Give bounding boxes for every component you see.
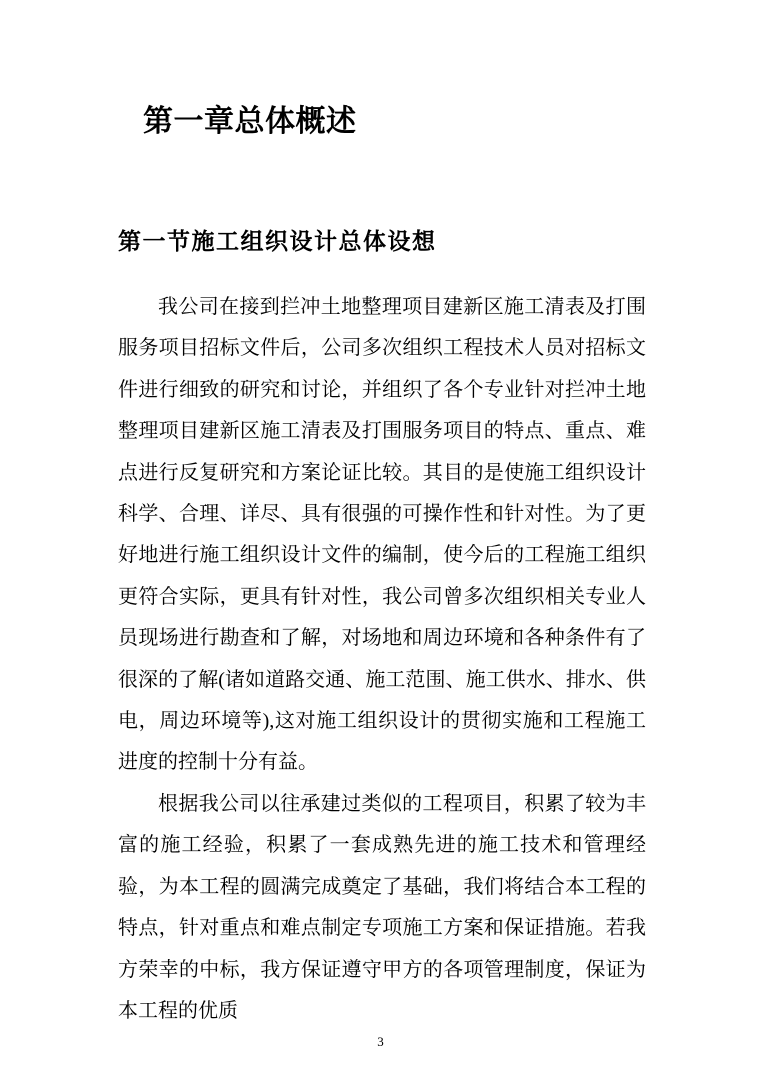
chapter-title: 第一章总体概述 <box>143 105 357 138</box>
page-number: 3 <box>377 1034 384 1049</box>
body-text <box>118 287 646 1032</box>
paragraph-1: 我公司在接到拦冲土地整理项目建新区施工清表及打围服务项目招标文件后，公司多次组织工程技术人员对招标文件进行细致的研究和讨论，并组织了各个专业针对拦冲土地整理项目建新区施工清表及打围服务项目的特点、重点、难点进行反复研究和方案论证比较。其目的是使施工组织设计科学、合理、详尽、具有很强的可操作性和针对性。为了更好地进行施工组织设计文件的编制，使今后的工程施工组织更符合实际，更具有针对性，我公司曾多次组织相关专业人员现场进行勘查和了解，对场地和周边环境和各种条件有了很深的了解(诸如道路交通、施工范围、施工供水、排水、供电，周边环境等),这对施工组织设计的贯彻实施和工程施工进度的控制十分有益。 <box>118 296 646 774</box>
section-title: 第一节施工组织设计总体设想 <box>118 229 437 254</box>
paragraph-2: 根据我公司以往承建过类似的工程项目，积累了较为丰富的施工经验，积累了一套成熟先进的施工技术和管理经验，为本工程的圆满完成奠定了基础，我们将结合本工程的特点，针对重点和难点制定专项施工方案和保证措施。若我方荣幸的中标，我方保证遵守甲方的各项管理制度，保证为本工程的优质 <box>118 792 646 1022</box>
